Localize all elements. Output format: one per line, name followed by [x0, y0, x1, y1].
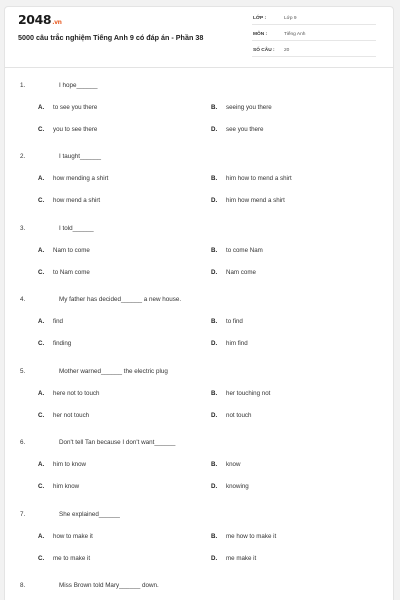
option-c[interactable]: C. finding [38, 340, 72, 347]
meta-value: Tiếng Anh [284, 32, 306, 37]
question-number: 7. [20, 511, 26, 518]
option-b[interactable]: B. to find [211, 318, 243, 325]
question-text: I told______ [59, 225, 94, 232]
site-logo[interactable]: 2048.vn [18, 12, 62, 27]
option-c[interactable]: C. how mend a shirt [38, 197, 101, 204]
option-a[interactable]: A. find [38, 318, 63, 325]
question-text: I hope______ [59, 82, 98, 89]
question-item [0, 153, 400, 223]
question-number: 6. [20, 439, 26, 446]
header-divider [4, 67, 394, 68]
meta-key: LỚP : [253, 16, 267, 21]
question-item [0, 296, 400, 366]
question-number: 4. [20, 296, 26, 303]
question-item [0, 225, 400, 295]
question-number: 8. [20, 582, 26, 589]
option-b[interactable]: B. her touching not [211, 390, 271, 397]
meta-key: SỐ CÂU : [253, 48, 275, 53]
option-a[interactable]: A. Nam to come [38, 247, 90, 254]
meta-class-row [252, 13, 376, 25]
document-title: 5000 câu trắc nghiệm Tiếng Anh 9 có đáp án - Phần 38 [18, 33, 204, 42]
question-item [0, 368, 400, 438]
option-b[interactable]: B. to come Nam [211, 247, 263, 254]
question-item [0, 511, 400, 581]
option-c[interactable]: C. him know [38, 483, 80, 490]
option-d[interactable]: D. knowing [211, 483, 249, 490]
question-item [0, 439, 400, 509]
option-b[interactable]: B. me how to make it [211, 533, 277, 540]
option-b[interactable]: B. seeing you there [211, 104, 272, 111]
question-text: My father has decided______ a new house. [59, 296, 182, 303]
question-number: 3. [20, 225, 26, 232]
option-d[interactable]: D. not touch [211, 412, 252, 419]
option-a[interactable]: A. him to know [38, 461, 87, 468]
question-text: Mother warned______ the electric plug [59, 368, 168, 375]
option-c[interactable]: C. me to make it [38, 555, 91, 562]
question-number: 1. [20, 82, 26, 89]
meta-key: MÔN : [253, 32, 268, 37]
option-b[interactable]: B. him how to mend a shirt [211, 175, 292, 182]
question-text: Miss Brown told Mary______ down. [59, 582, 159, 589]
meta-count-row [252, 45, 376, 57]
option-c[interactable]: C. her not touch [38, 412, 90, 419]
meta-value: 20 [284, 48, 290, 53]
option-d[interactable]: D. him find [211, 340, 248, 347]
option-b[interactable]: B. know [211, 461, 241, 468]
question-number: 2. [20, 153, 26, 160]
question-item [0, 82, 400, 152]
option-c[interactable]: C. you to see there [38, 126, 98, 133]
option-a[interactable]: A. how to make it [38, 533, 93, 540]
meta-subject-row [252, 29, 376, 41]
question-number: 5. [20, 368, 26, 375]
question-text: Don't tell Tan because I don't want______ [59, 439, 176, 446]
option-d[interactable]: D. see you there [211, 126, 264, 133]
option-d[interactable]: D. Nam come [211, 269, 256, 276]
meta-value: Lớp 9 [284, 16, 297, 21]
option-a[interactable]: A. here not to touch [38, 390, 100, 397]
option-a[interactable]: A. to see you there [38, 104, 98, 111]
option-d[interactable]: D. him how mend a shirt [211, 197, 285, 204]
question-text: I taught______ [59, 153, 102, 160]
question-item [0, 582, 400, 596]
question-text: She explained______ [59, 511, 120, 518]
option-c[interactable]: C. to Nam come [38, 269, 90, 276]
option-a[interactable]: A. how mending a shirt [38, 175, 109, 182]
option-d[interactable]: D. me make it [211, 555, 257, 562]
